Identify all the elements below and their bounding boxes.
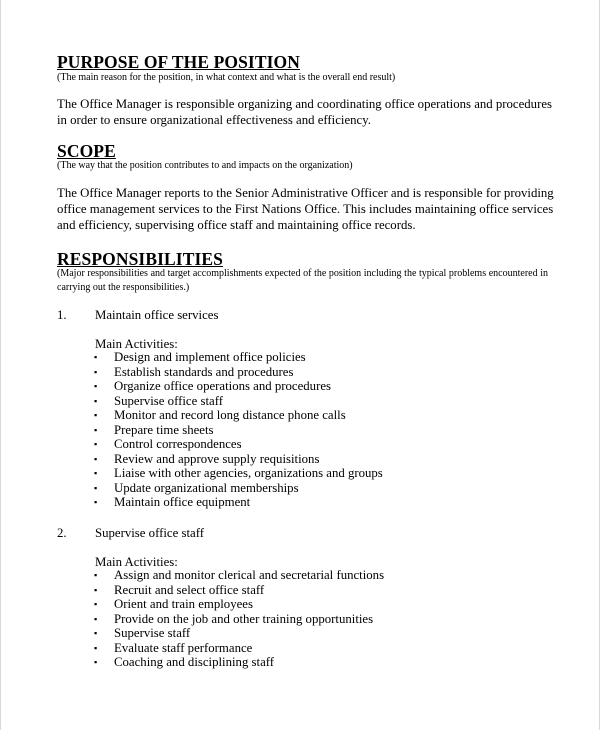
purpose-body: The Office Manager is responsible organizing and coordinating office operations and procedures in order to ensure organizational effectiveness and efficiency. [57, 97, 553, 127]
list-item: ▪ Organize office operations and procedures [94, 379, 331, 393]
bullet-icon: ▪ [94, 453, 98, 464]
bullet-icon: ▪ [94, 642, 98, 653]
purpose-note: (The main reason for the position, in what context and what is the overall end result) [57, 72, 396, 83]
list-item: ▪ Control correspondences [94, 437, 242, 451]
bullet-icon: ▪ [94, 366, 98, 377]
activities-label: Main Activities: [95, 555, 178, 569]
list-item: ▪ Prepare time sheets [94, 422, 214, 437]
list-item: ▪ Provide on the job and other training opportunities [94, 611, 374, 626]
item-number: 2. [57, 526, 67, 540]
scope-body: The Office Manager reports to the Senior Administrative Officer and is responsible for providing office management services to the First Nations Office. This includes maintaining office services and efficiency, supervising office staff and maintaining office records. [57, 186, 554, 232]
list-item: ▪ Establish standards and procedures [94, 364, 294, 379]
bullet-icon: ▪ [94, 657, 98, 667]
bullet-icon: ▪ [94, 599, 98, 609]
scope-note: (The way that the position contributes to and impacts on the organization) [57, 160, 353, 171]
list-item: ▪ Maintain office equipment [94, 495, 251, 509]
scope-heading: SCOPE [57, 141, 116, 161]
bullet-icon: ▪ [94, 410, 98, 420]
purpose-heading: PURPOSE OF THE POSITION [57, 52, 300, 72]
bullet-icon: ▪ [94, 613, 98, 624]
list-item: ▪ Update organizational memberships [94, 480, 299, 495]
list-item: ▪ Assign and monitor clerical and secretarial functions [94, 568, 385, 582]
bullet-icon: ▪ [94, 424, 98, 435]
bullet-icon: ▪ [94, 381, 98, 391]
responsibilities-note: (Major responsibilities and target accomplishments expected of the position including the typical problems encountered in carrying out the responsibilities.) [57, 268, 548, 293]
list-item: ▪ Recruit and select office staff [94, 582, 265, 597]
list-item: ▪ Liaise with other agencies, organizations and groups [94, 466, 383, 480]
item-title: Maintain office services [95, 308, 219, 322]
activities-list [1, 568, 600, 670]
list-item: ▪ Supervise office staff [94, 393, 223, 408]
activities-list [1, 350, 600, 510]
responsibilities-heading: RESPONSIBILITIES [57, 249, 223, 269]
list-item: ▪ Orient and train employees [94, 597, 253, 611]
bullet-icon: ▪ [94, 584, 98, 595]
list-item: ▪ Evaluate staff performance [94, 640, 253, 655]
activities-label: Main Activities: [95, 337, 178, 351]
list-item: ▪ Design and implement office policies [94, 350, 306, 364]
bullet-icon: ▪ [94, 570, 98, 580]
bullet-icon: ▪ [94, 352, 98, 362]
bullet-icon: ▪ [94, 497, 98, 507]
bullet-icon: ▪ [94, 482, 98, 493]
list-item: ▪ Review and approve supply requisitions [94, 451, 320, 466]
item-number: 1. [57, 308, 67, 322]
list-item: ▪ Monitor and record long distance phone calls [94, 408, 346, 422]
list-item: ▪ Supervise staff [94, 626, 191, 640]
item-title: Supervise office staff [95, 526, 204, 540]
bullet-icon: ▪ [94, 395, 98, 406]
list-item: ▪ Coaching and disciplining staff [94, 655, 275, 669]
bullet-icon: ▪ [94, 439, 98, 449]
bullet-icon: ▪ [94, 628, 98, 638]
bullet-icon: ▪ [94, 468, 98, 478]
